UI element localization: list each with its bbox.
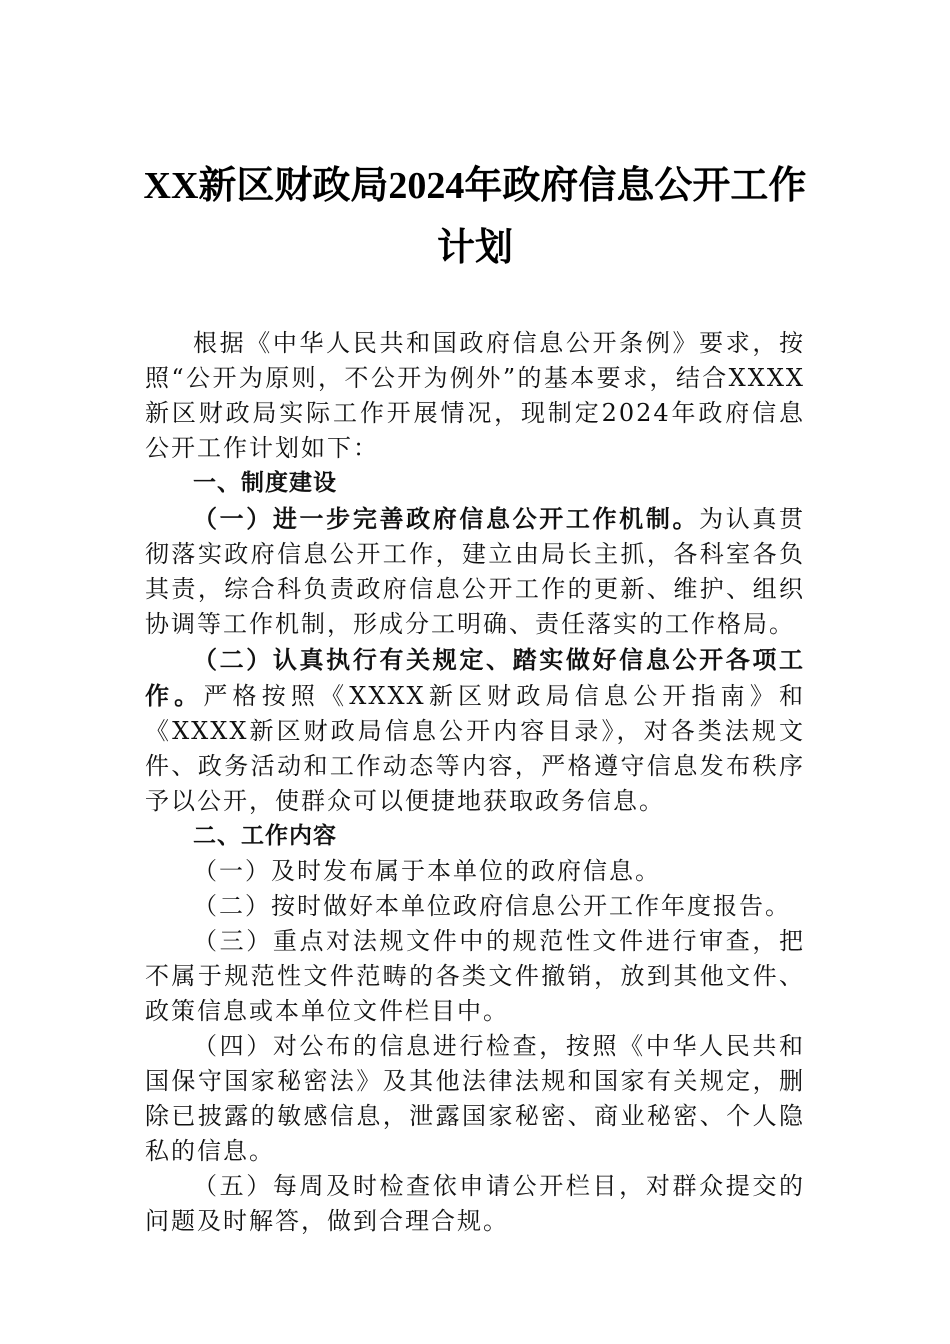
intro-paragraph: 根据《中华人民共和国政府信息公开条例》要求，按照“公开为原则，不公开为例外”的基本要求，结合XXXX新区财政局实际工作开展情况，现制定2024年政府信息公开工作计划如下：: [145, 329, 805, 462]
section1-item-1-lead: （一）进一步完善政府信息公开工作机制。: [193, 504, 700, 533]
section1-item-1: [145, 501, 805, 642]
section-heading-1: 一、制度建设: [193, 470, 337, 496]
section1-item-2-body: 严格按照《XXXX新区财政局信息公开指南》和《XXXX新区财政局信息公开内容目录》，对各类法规文件、政务活动和工作动态等内容，严格遵守信息发布秩序予以公开，使群众可以便捷地获取政务信息。: [145, 682, 806, 815]
document-title-line-1: XX新区财政局2024年政府信息公开工作: [143, 165, 807, 207]
section1-item-2: [145, 642, 805, 819]
section2-item-4: （四）对公布的信息进行检查，按照《中华人民共和国保守国家秘密法》及其他法律法规和国家有关规定，删除已披露的敏感信息，泄露国家秘密、商业秘密、个人隐私的信息。: [145, 1032, 805, 1165]
section1-item-2-lead: （二）认真执行有关规定、踏实做好信息公开各项工作。: [145, 645, 805, 710]
section2-item-3: （三）重点对法规文件中的规范性文件进行审查，把不属于规范性文件范畴的各类文件撤销，放到其他文件、政策信息或本单位文件栏目中。: [145, 927, 805, 1025]
section2-item-1: （一）及时发布属于本单位的政府信息。: [193, 857, 661, 885]
section2-item-2: （二）按时做好本单位政府信息公开工作年度报告。: [193, 892, 791, 920]
section1-item-1-body: 为认真贯彻落实政府信息公开工作，建立由局长主抓，各科室各负其责，综合科负责政府信息公开工作的更新、维护、组织协调等工作机制，形成分工明确、责任落实的工作格局。: [145, 505, 806, 638]
document-body: [145, 326, 805, 1239]
section-heading-2: 二、工作内容: [193, 823, 337, 849]
document-title-line-2: 计划: [436, 227, 513, 269]
section2-item-5: （五）每周及时检查依申请公开栏目，对群众提交的问题及时解答，做到合理合规。: [145, 1172, 805, 1235]
